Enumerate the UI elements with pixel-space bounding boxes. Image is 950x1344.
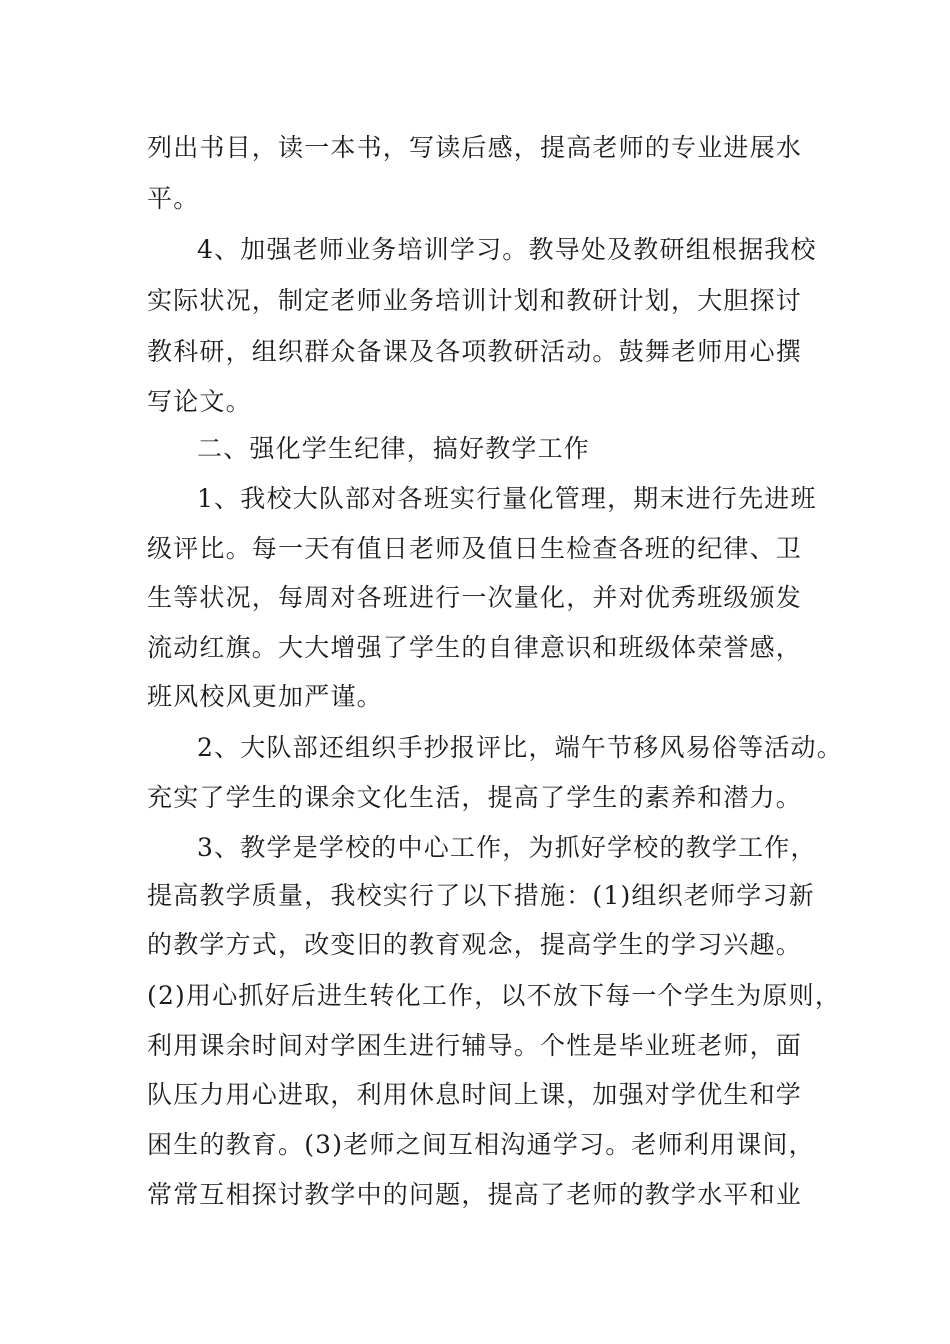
text-line: 生等状况，每周对各班进行一次量化，并对优秀班级颁发 [147, 583, 803, 612]
section-heading: 二、强化学生纪律，搞好教学工作 [197, 434, 591, 463]
text-line: 列出书目，读一本书，写读后感，提高老师的专业进展水 [147, 133, 803, 162]
text-line: 的教学方式，改变旧的教育观念，提高学生的学习兴趣。 [147, 930, 803, 959]
text-line: 班风校风更加严谨。 [147, 682, 383, 711]
text-line: 2、大队部还组织手抄报评比，端午节移风易俗等活动。 [197, 733, 843, 762]
text-line: 利用课余时间对学困生进行辅导。个性是毕业班老师，面 [147, 1031, 803, 1060]
text-line: 流动红旗。大大增强了学生的自律意识和班级体荣誉感， [147, 633, 803, 662]
text-line: 实际状况，制定老师业务培训计划和教研计划，大胆探讨 [147, 286, 803, 315]
text-line: 1、我校大队部对各班实行量化管理，期末进行先进班 [197, 484, 817, 513]
text-line: 提高教学质量，我校实行了以下措施：(1)组织老师学习新 [147, 881, 815, 910]
text-line: 平。 [147, 184, 200, 213]
text-line: 写论文。 [147, 387, 252, 416]
text-line: 困生的教育。(3)老师之间互相沟通学习。老师利用课间， [147, 1130, 815, 1159]
text-line: 队压力用心进取，利用休息时间上课，加强对学优生和学 [147, 1080, 803, 1109]
text-line: 常常互相探讨教学中的问题，提高了老师的教学水平和业 [147, 1180, 803, 1209]
text-line: 充实了学生的课余文化生活，提高了学生的素养和潜力。 [147, 783, 803, 812]
text-line: 教科研，组织群众备课及各项教研活动。鼓舞老师用心撰 [147, 337, 803, 366]
text-line: (2)用心抓好后进生转化工作，以不放下每一个学生为原则， [147, 981, 842, 1010]
text-line: 4、加强老师业务培训学习。教导处及教研组根据我校 [197, 235, 817, 264]
text-line: 级评比。每一天有值日老师及值日生检查各班的纪律、卫 [147, 534, 803, 563]
text-line: 3、教学是学校的中心工作，为抓好学校的教学工作， [197, 833, 817, 862]
